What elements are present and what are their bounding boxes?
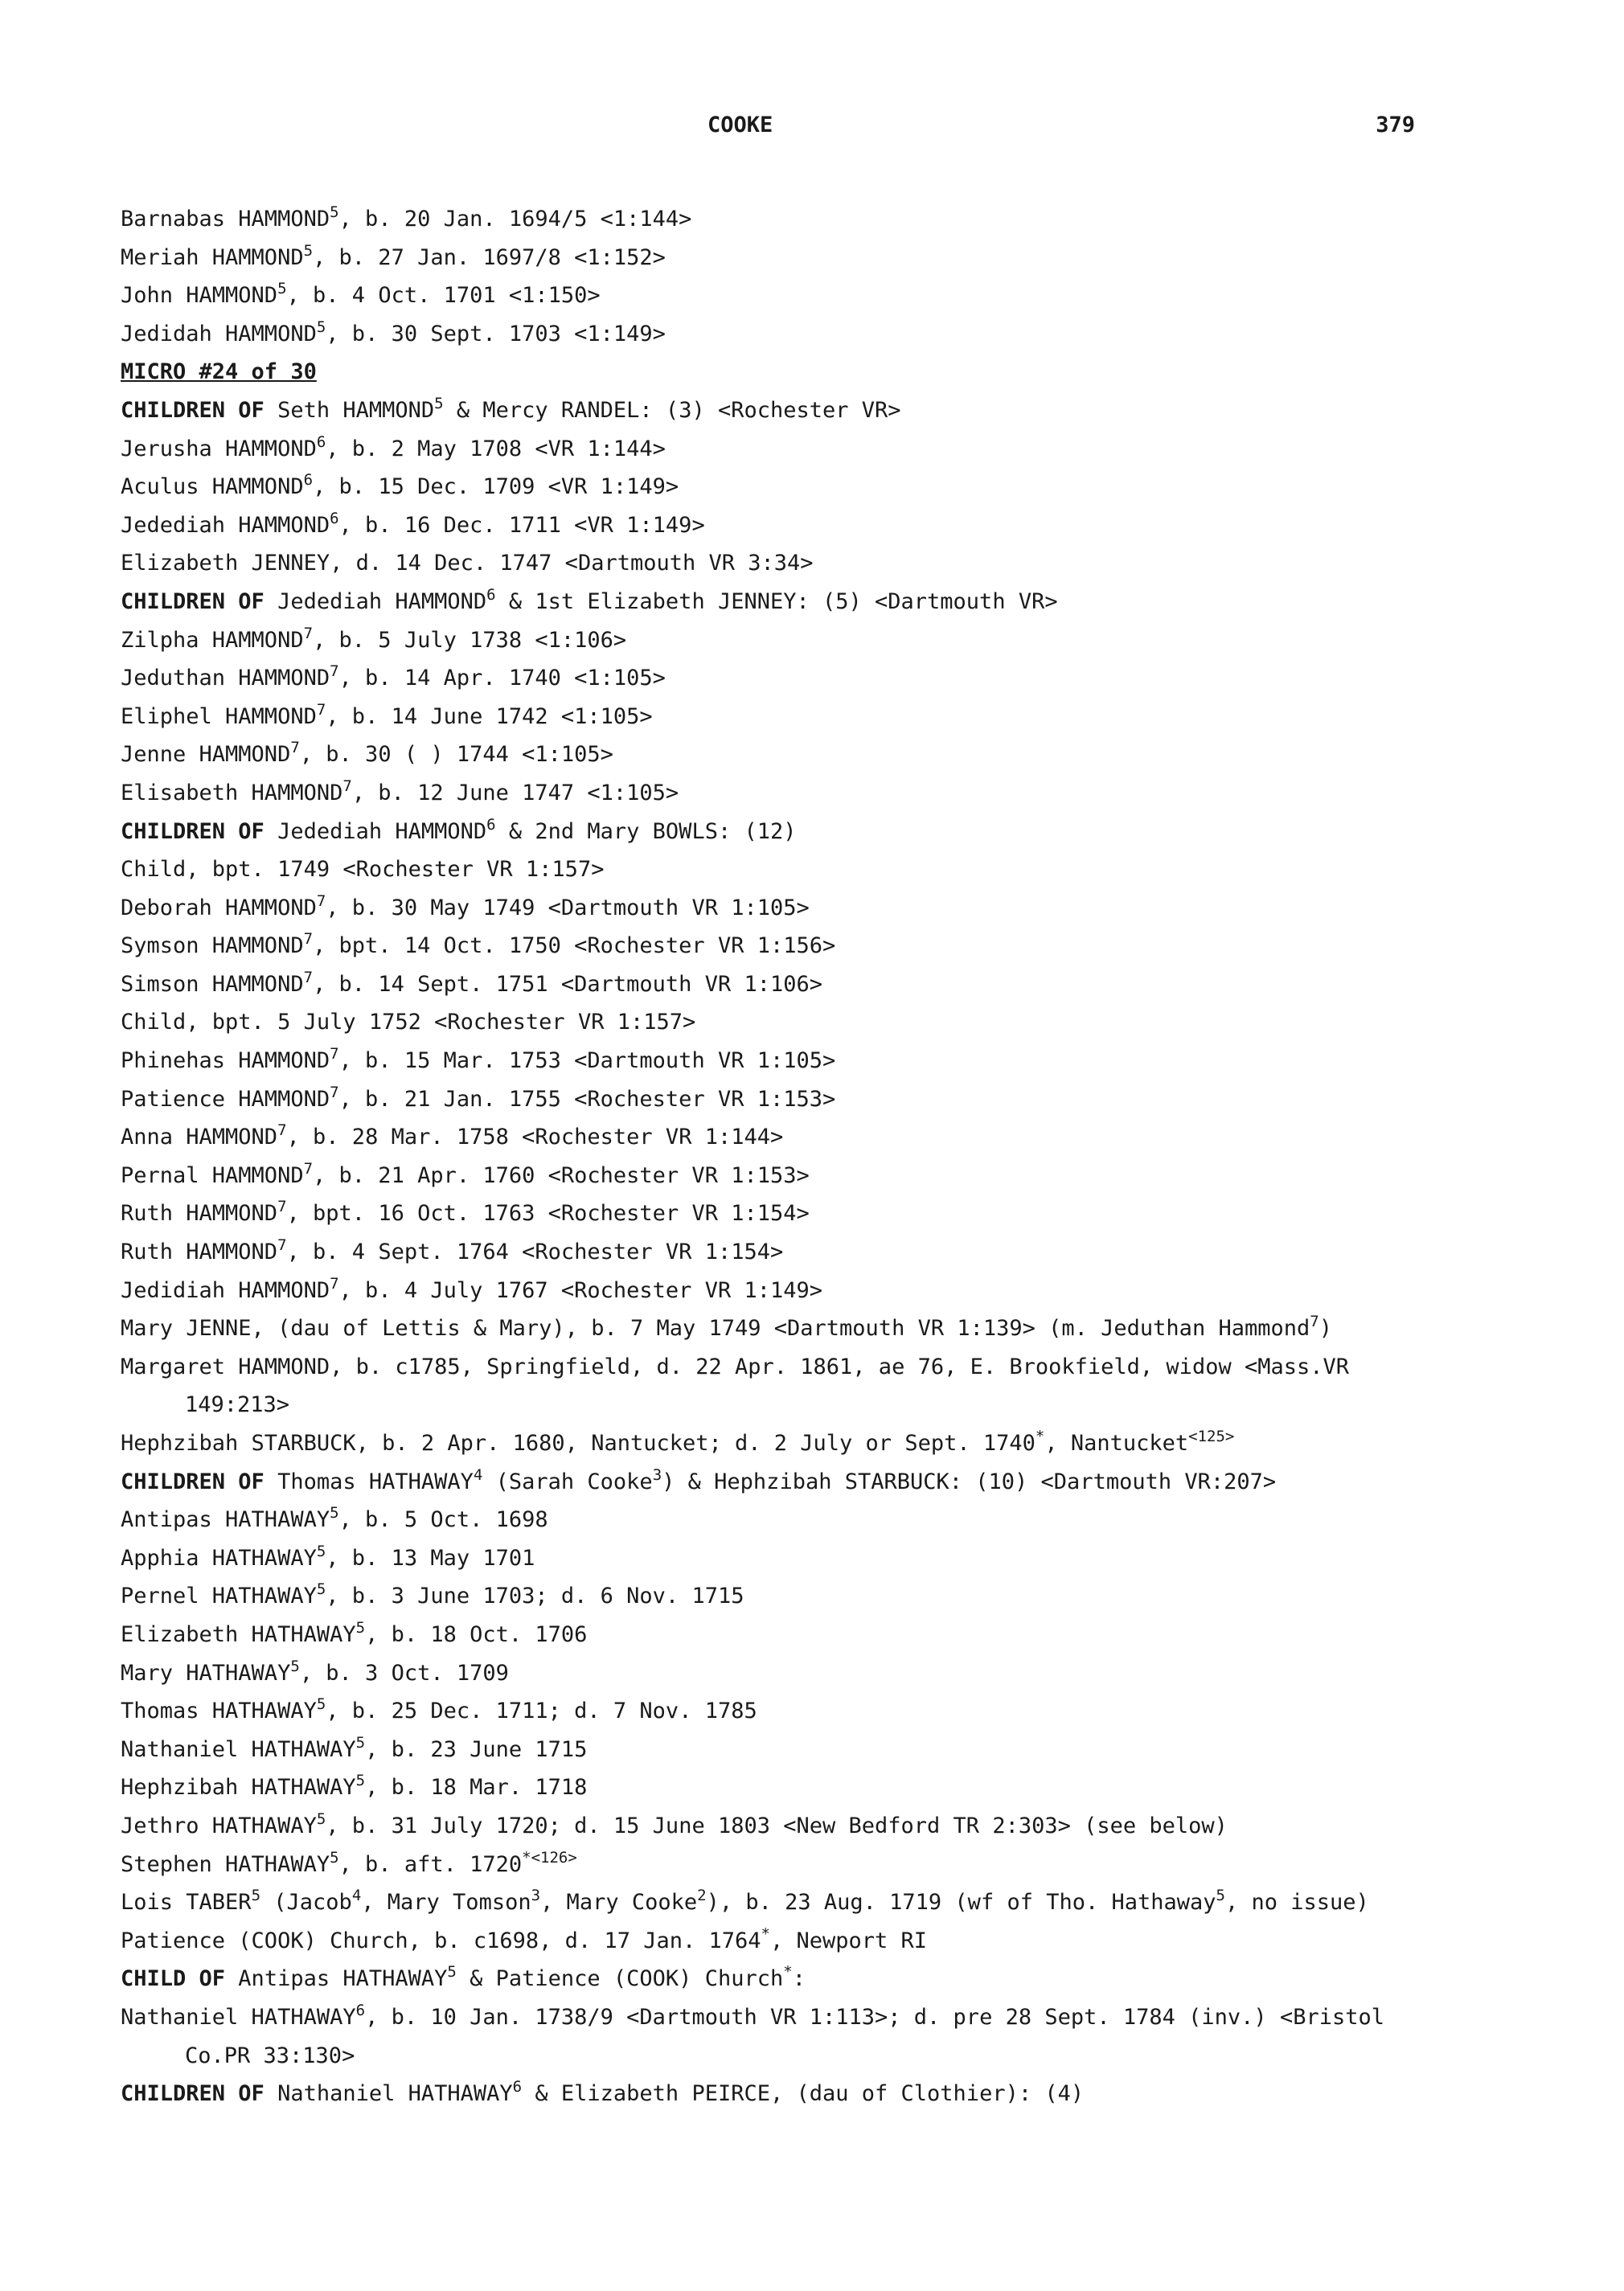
record-line: [121, 506, 1431, 545]
generation-superscript: 5: [434, 394, 444, 412]
generation-superscript: 7: [330, 1083, 339, 1101]
generation-superscript: 6: [316, 432, 326, 451]
generation-superscript: 7: [316, 891, 326, 910]
generation-superscript: 6: [486, 585, 496, 604]
record-text: Pernel HATHAWAY: [121, 1584, 317, 1609]
generation-superscript: 7: [303, 968, 314, 986]
generation-superscript: 7: [303, 624, 314, 642]
record-line: [121, 659, 1431, 698]
record-text: , b. 30 Sept. 1703 <1:149>: [326, 321, 666, 346]
children-of-label: CHILDREN OF: [121, 2081, 265, 2107]
record-text: Simson HAMMOND: [121, 971, 304, 997]
record-text: Child, bpt. 5 July 1752 <Rochester VR 1:157>: [121, 1010, 696, 1035]
record-text: , b. 2 May 1708 <VR 1:144>: [326, 436, 666, 461]
record-text: , b. 20 Jan. 1694/5 <1:144>: [338, 207, 692, 232]
family-heading: [121, 391, 1431, 430]
record-line: [121, 544, 1431, 583]
record-text: Margaret HAMMOND, b. c1785, Springfield, d. 22 Apr. 1861, ae 76, E. Brookfield, widow <Mass.VR 149:213>: [121, 1354, 1350, 1418]
record-text: Thomas HATHAWAY: [264, 1469, 474, 1494]
generation-superscript: 7: [330, 1274, 339, 1293]
record-text: & Elizabeth PEIRCE, (dau of Clothier): (4): [522, 2081, 1085, 2107]
generation-superscript: *: [761, 1924, 770, 1943]
record-text: Apphia HATHAWAY: [121, 1545, 317, 1571]
record-text: , b. 14 Apr. 1740 <1:105>: [338, 666, 666, 691]
record-text: Jedediah HAMMOND: [264, 588, 487, 614]
generation-superscript: 6: [303, 471, 314, 490]
record-text: , b. 18 Mar. 1718: [365, 1775, 588, 1801]
record-line: [121, 1080, 1431, 1119]
record-line: [121, 736, 1431, 774]
record-text: , b. 31 July 1720; d. 15 June 1803 <New Bedford TR 2:303> (see below): [326, 1813, 1228, 1838]
generation-superscript: 5: [330, 203, 339, 221]
record-line: [121, 430, 1431, 469]
record-text: ): [1318, 1316, 1332, 1342]
record-text: , b. 4 Sept. 1764 <Rochester VR 1:154>: [286, 1240, 784, 1265]
record-text: , Mary Cooke: [540, 1890, 698, 1916]
record-line: [121, 1501, 1431, 1539]
children-of-label: CHILDREN OF: [121, 588, 265, 614]
record-line: [121, 1616, 1431, 1654]
record-line: [121, 1042, 1431, 1080]
record-text: Elizabeth HATHAWAY: [121, 1621, 356, 1647]
record-text: , b. 25 Dec. 1711; d. 7 Nov. 1785: [326, 1699, 757, 1724]
record-text: Patience HAMMOND: [121, 1086, 330, 1112]
record-line: [121, 1157, 1431, 1195]
record-line: [121, 621, 1431, 660]
record-text: Thomas HATHAWAY: [121, 1699, 317, 1724]
generation-superscript: 7: [277, 1198, 287, 1216]
record-text: :: [792, 1966, 806, 1992]
record-text: , b. 15 Mar. 1753 <Dartmouth VR 1:105>: [338, 1048, 836, 1074]
record-text: Jeduthan HAMMOND: [121, 666, 330, 691]
record-text: , b. 14 Sept. 1751 <Dartmouth VR 1:106>: [313, 971, 822, 997]
record-text: Antipas HATHAWAY: [121, 1507, 330, 1533]
record-line: [121, 468, 1431, 506]
record-line: [121, 1577, 1431, 1616]
record-text: & 1st Elizabeth JENNEY: (5) <Dartmouth VR>: [495, 588, 1058, 614]
generation-superscript: 3: [652, 1465, 662, 1484]
generation-superscript: 4: [351, 1887, 362, 1905]
record-text: , b. 14 June 1742 <1:105>: [326, 703, 653, 729]
record-line: [121, 965, 1431, 1004]
generation-superscript: 5: [316, 1580, 326, 1599]
record-text: , b. 27 Jan. 1697/8 <1:152>: [313, 244, 666, 270]
generation-superscript: 7: [277, 1236, 287, 1255]
record-line: [121, 1309, 1431, 1348]
record-text: Eliphel HAMMOND: [121, 703, 317, 729]
record-text: (Sarah Cooke: [482, 1469, 653, 1494]
generation-superscript: 7: [303, 930, 314, 949]
children-of-label: CHILDREN OF: [121, 1469, 265, 1494]
record-text: Anna HAMMOND: [121, 1125, 278, 1150]
record-text: (Jacob: [260, 1890, 352, 1916]
generation-superscript: 5: [1216, 1887, 1225, 1905]
generation-superscript: 5: [277, 280, 287, 298]
generation-superscript: 5: [355, 1618, 366, 1637]
generation-superscript: *<126>: [522, 1848, 577, 1867]
record-text: Child, bpt. 1749 <Rochester VR 1:157>: [121, 857, 605, 883]
children-of-label: CHILDREN OF: [121, 818, 265, 844]
record-text: Ruth HAMMOND: [121, 1240, 278, 1265]
micro-heading: MICRO #24 of 30: [121, 359, 317, 385]
record-line: [121, 200, 1431, 239]
record-text: Elisabeth HAMMOND: [121, 780, 343, 805]
generation-superscript: 5: [355, 1733, 366, 1752]
generation-superscript: 5: [447, 1963, 457, 1982]
record-line: [121, 889, 1431, 928]
record-text: Jenne HAMMOND: [121, 742, 291, 768]
record-text: , no issue): [1225, 1890, 1369, 1916]
record-text: Zilpha HAMMOND: [121, 627, 304, 653]
family-heading: [121, 813, 1431, 851]
record-text: , Nantucket: [1044, 1431, 1189, 1456]
generation-superscript: 5: [355, 1772, 366, 1790]
record-text: Pernal HAMMOND: [121, 1162, 304, 1188]
generation-superscript: *: [783, 1963, 793, 1982]
family-heading: [121, 1463, 1431, 1502]
record-text: , bpt. 14 Oct. 1750 <Rochester VR 1:156>: [313, 933, 836, 959]
record-line: [121, 1424, 1431, 1463]
record-text: , b. 4 July 1767 <Rochester VR 1:149>: [338, 1277, 822, 1303]
record-text: , b. 30 May 1749 <Dartmouth VR 1:105>: [326, 895, 810, 920]
record-text: , b. 16 Dec. 1711 <VR 1:149>: [338, 512, 705, 538]
record-text: Aculus HAMMOND: [121, 474, 304, 500]
record-line: [121, 1768, 1431, 1807]
record-text: Jedidah HAMMOND: [121, 321, 317, 346]
record-text: Jedidiah HAMMOND: [121, 1277, 330, 1303]
generation-superscript: 5: [251, 1887, 261, 1905]
generation-superscript: 5: [330, 1848, 339, 1867]
generation-superscript: 7: [277, 1121, 287, 1140]
record-text: Ruth HAMMOND: [121, 1201, 278, 1227]
record-line: [121, 850, 1431, 889]
record-line: [121, 1272, 1431, 1310]
record-text: , b. 3 Oct. 1709: [299, 1660, 509, 1686]
record-line: [121, 1922, 1431, 1961]
generation-superscript: 7: [303, 1159, 314, 1178]
record-line: [121, 1348, 1431, 1424]
record-line: [121, 315, 1431, 354]
generation-superscript: 7: [316, 700, 326, 719]
record-text: Nathaniel HATHAWAY: [264, 2081, 513, 2107]
record-text: Hephzibah HATHAWAY: [121, 1775, 356, 1801]
record-text: & Mercy RANDEL: (3) <Rochester VR>: [443, 397, 901, 423]
record-text: John HAMMOND: [121, 283, 278, 309]
generation-superscript: 6: [330, 509, 339, 527]
record-text: , b. 30 ( ) 1744 <1:105>: [299, 742, 613, 768]
page-number: 379: [1376, 113, 1415, 137]
record-line: [121, 1998, 1431, 2075]
record-text: , b. 5 Oct. 1698: [338, 1507, 548, 1533]
record-text: , bpt. 16 Oct. 1763 <Rochester VR 1:154>: [286, 1201, 810, 1227]
record-text: Deborah HAMMOND: [121, 895, 317, 920]
generation-superscript: 5: [316, 1695, 326, 1714]
generation-superscript: 7: [1310, 1313, 1319, 1331]
record-list: [121, 200, 1431, 2113]
generation-superscript: 4: [473, 1465, 483, 1484]
record-text: Mary HATHAWAY: [121, 1660, 291, 1686]
record-text: Patience (COOK) Church, b. c1698, d. 17 Jan. 1764: [121, 1928, 761, 1953]
record-line: [121, 774, 1431, 813]
record-text: Symson HAMMOND: [121, 933, 304, 959]
page-header: [121, 113, 1415, 145]
record-line: [121, 1118, 1431, 1157]
record-line: [121, 1654, 1431, 1693]
record-text: , b. 15 Dec. 1709 <VR 1:149>: [313, 474, 679, 500]
record-line: [121, 927, 1431, 965]
children-of-label: CHILD OF: [121, 1966, 226, 1992]
record-line: [121, 1807, 1431, 1846]
record-line: [121, 1003, 1431, 1042]
children-of-label: CHILDREN OF: [121, 397, 265, 423]
record-text: , b. 21 Jan. 1755 <Rochester VR 1:153>: [338, 1086, 836, 1112]
record-text: ), b. 23 Aug. 1719 (wf of Tho. Hathaway: [706, 1890, 1216, 1916]
record-text: Seth HAMMOND: [264, 397, 435, 423]
record-text: , b. 3 June 1703; d. 6 Nov. 1715: [326, 1584, 744, 1609]
generation-superscript: 6: [355, 2001, 366, 2019]
record-text: Elizabeth JENNEY, d. 14 Dec. 1747 <Dartmouth VR 3:34>: [121, 551, 814, 576]
record-line: [121, 1692, 1431, 1731]
generation-superscript: 5: [330, 1504, 339, 1523]
record-text: , b. 13 May 1701: [326, 1545, 535, 1571]
record-line: [121, 1846, 1431, 1884]
generation-superscript: 7: [290, 739, 300, 757]
generation-superscript: *: [1035, 1428, 1045, 1445]
record-text: Hephzibah STARBUCK, b. 2 Apr. 1680, Nantucket; d. 2 July or Sept. 1740: [121, 1431, 1036, 1456]
record-line: [121, 239, 1431, 277]
family-heading: [121, 1960, 1431, 1998]
family-heading: [121, 583, 1431, 621]
record-text: , b. 4 Oct. 1701 <1:150>: [286, 283, 601, 309]
record-text: , b. 18 Oct. 1706: [365, 1621, 588, 1647]
record-text: , b. 12 June 1747 <1:105>: [351, 780, 679, 805]
record-text: , Newport RI: [769, 1928, 928, 1953]
record-line: [121, 277, 1431, 315]
record-text: , b. 21 Apr. 1760 <Rochester VR 1:153>: [313, 1162, 810, 1188]
record-line: [121, 1731, 1431, 1769]
record-text: , b. 5 July 1738 <1:106>: [313, 627, 627, 653]
record-text: Jethro HATHAWAY: [121, 1813, 317, 1838]
record-line: [121, 1195, 1431, 1233]
record-text: Barnabas HAMMOND: [121, 207, 330, 232]
record-text: ) & Hephzibah STARBUCK: (10) <Dartmouth VR:207>: [662, 1469, 1277, 1494]
family-heading: [121, 2075, 1431, 2113]
record-text: Meriah HAMMOND: [121, 244, 304, 270]
generation-superscript: 7: [330, 1045, 339, 1064]
record-line: [121, 1233, 1431, 1272]
generation-superscript: 7: [330, 662, 339, 681]
record-line: [121, 698, 1431, 736]
page-title: COOKE: [707, 113, 773, 137]
record-text: Jedediah HAMMOND: [121, 512, 330, 538]
record-text: , b. aft. 1720: [338, 1851, 523, 1877]
section-heading: [121, 353, 1431, 391]
record-text: , b. 23 June 1715: [365, 1736, 588, 1762]
generation-superscript: 2: [697, 1887, 707, 1905]
record-text: , Mary Tomson: [361, 1890, 531, 1916]
generation-superscript: 5: [316, 1542, 326, 1560]
record-text: Stephen HATHAWAY: [121, 1851, 330, 1877]
generation-superscript: <125>: [1188, 1428, 1235, 1445]
record-text: Jerusha HAMMOND: [121, 436, 317, 461]
record-text: Nathaniel HATHAWAY: [121, 2004, 356, 2030]
generation-superscript: 6: [512, 2078, 523, 2096]
record-line: [121, 1539, 1431, 1578]
generation-superscript: 5: [316, 1809, 326, 1828]
record-text: Jedediah HAMMOND: [264, 818, 487, 844]
record-text: Phinehas HAMMOND: [121, 1048, 330, 1074]
record-text: , b. 10 Jan. 1738/9 <Dartmouth VR 1:113>; d. pre 28 Sept. 1784 (inv.) <Bristol Co.PR 33:130>: [185, 2004, 1384, 2068]
record-line: [121, 1883, 1431, 1922]
record-text: Lois TABER: [121, 1890, 252, 1916]
generation-superscript: 5: [316, 318, 326, 336]
generation-superscript: 3: [531, 1887, 541, 1905]
generation-superscript: 7: [342, 777, 352, 795]
record-text: Mary JENNE, (dau of Lettis & Mary), b. 7 May 1749 <Dartmouth VR 1:139> (m. Jeduthan Hammond: [121, 1316, 1310, 1342]
generation-superscript: 6: [486, 815, 496, 834]
record-text: , b. 28 Mar. 1758 <Rochester VR 1:144>: [286, 1125, 784, 1150]
record-text: & Patience (COOK) Church: [456, 1966, 784, 1992]
generation-superscript: 5: [290, 1657, 300, 1675]
record-text: Antipas HATHAWAY: [225, 1966, 448, 1992]
record-text: & 2nd Mary BOWLS: (12): [495, 818, 797, 844]
record-text: Nathaniel HATHAWAY: [121, 1736, 356, 1762]
generation-superscript: 5: [303, 241, 314, 260]
